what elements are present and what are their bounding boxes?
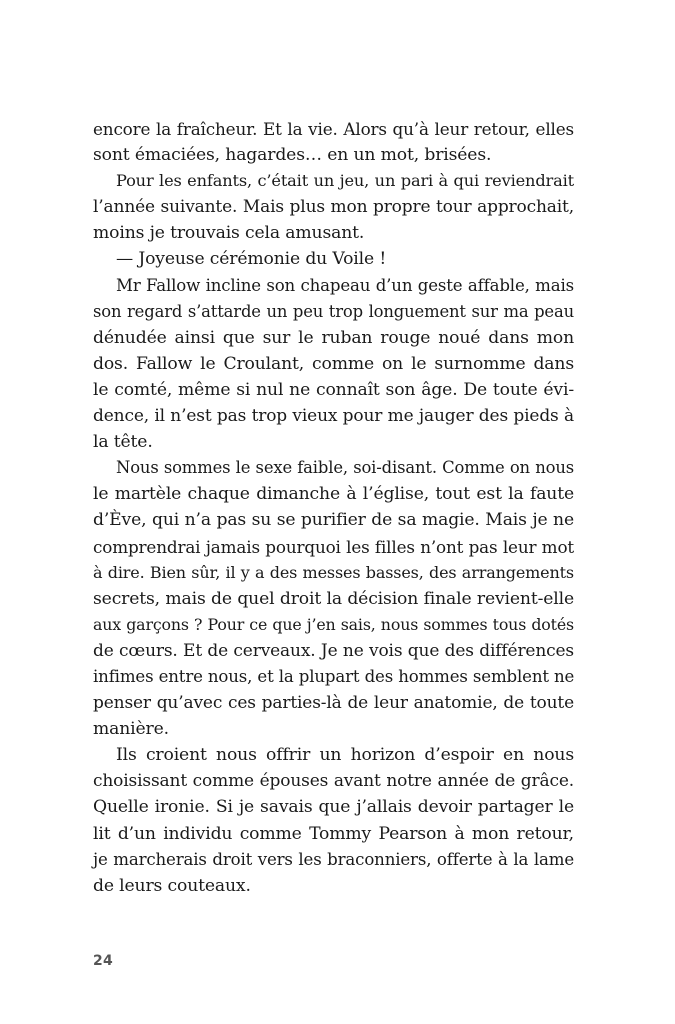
text-line: sont émaciées, hagardes… en un mot, brisées. bbox=[93, 145, 492, 166]
text-line: Quelle ironie. Si je savais que j’allais devoir partager le bbox=[93, 797, 574, 818]
text-line: manière. bbox=[93, 719, 169, 740]
text-line: — Joyeuse cérémonie du Voile ! bbox=[116, 249, 387, 270]
text-line: à dire. Bien sûr, il y a des messes basses, des arrangements bbox=[93, 562, 574, 582]
text-line: choisissant comme épouses avant notre année de grâce. bbox=[93, 771, 574, 792]
text-line: le comté, même si nul ne connaît son âge. De toute évi- bbox=[93, 379, 574, 400]
text-line: lit d’un individu comme Tommy Pearson à mon retour, bbox=[93, 823, 574, 844]
text-line: Nous sommes le sexe faible, soi-disant. Comme on nous bbox=[116, 458, 574, 478]
text-line: l’année suivante. Mais plus mon propre tour approchait, bbox=[93, 197, 574, 218]
text-line: dence, il n’est pas trop vieux pour me jauger des pieds à bbox=[93, 406, 574, 427]
text-line: encore la fraîcheur. Et la vie. Alors qu’à leur retour, elles bbox=[93, 119, 574, 139]
page-number: 24 bbox=[93, 953, 114, 969]
text-line: comprendrai jamais pourquoi les filles n’ont pas leur mot bbox=[93, 536, 574, 557]
text-line: le martèle chaque dimanche à l’église, tout est la faute bbox=[93, 484, 574, 505]
text-line: Mr Fallow incline son chapeau d’un geste affable, mais bbox=[116, 275, 574, 295]
body-text bbox=[93, 116, 574, 899]
text-line: penser qu’avec ces parties-là de leur anatomie, de toute bbox=[93, 693, 574, 714]
text-line: dos. Fallow le Croulant, comme on le surnomme dans bbox=[93, 353, 574, 374]
text-line: la tête. bbox=[93, 432, 153, 453]
text-line: son regard s’attarde un peu trop longuement sur ma peau bbox=[93, 301, 574, 321]
text-line: de leurs couteaux. bbox=[93, 875, 251, 896]
text-line: moins je trouvais cela amusant. bbox=[93, 223, 365, 244]
text-line: je marcherais droit vers les braconniers, offerte à la lame bbox=[93, 849, 574, 869]
text-line: Ils croient nous offrir un horizon d’espoir en nous bbox=[116, 745, 574, 766]
text-line: aux garçons ? Pour ce que j’en sais, nous sommes tous dotés bbox=[93, 614, 574, 634]
text-line: infimes entre nous, et la plupart des hommes semblent ne bbox=[93, 666, 575, 686]
text-line: secrets, mais de quel droit la décision finale revient-elle bbox=[93, 588, 574, 609]
text-line: d’Ève, qui n’a pas su se purifier de sa magie. Mais je ne bbox=[93, 510, 574, 531]
text-line: Pour les enfants, c’était un jeu, un pari à qui reviendrait bbox=[116, 171, 574, 191]
text-line: dénudée ainsi que sur le ruban rouge noué dans mon bbox=[93, 327, 574, 348]
text-line: de cœurs. Et de cerveaux. Je ne vois que des différences bbox=[93, 640, 574, 661]
